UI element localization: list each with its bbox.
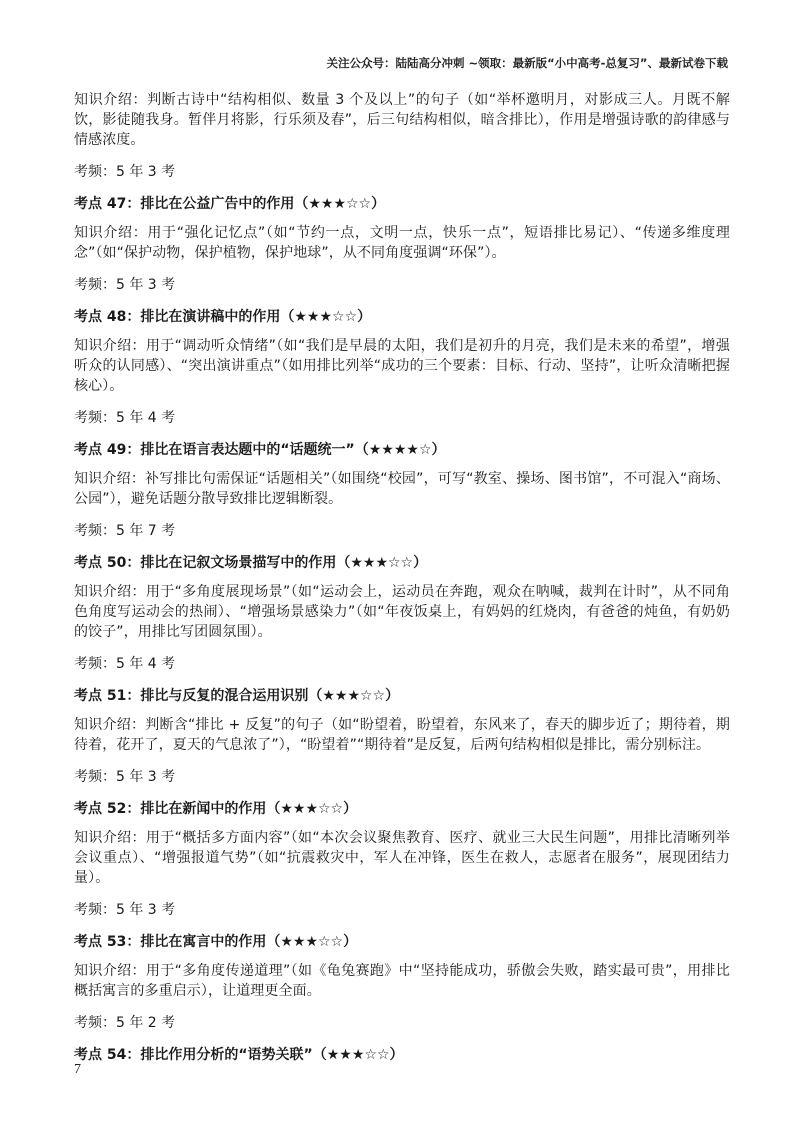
- section-frequency: 考频：5 年 4 考: [74, 410, 176, 426]
- section-50: [74, 553, 730, 674]
- section-frequency: 考频：5 年 3 考: [74, 902, 176, 918]
- section-51: [74, 686, 730, 787]
- section-47: [74, 194, 730, 295]
- section-frequency: 考频：5 年 3 考: [74, 277, 176, 293]
- section-52: [74, 799, 730, 920]
- section-title: 考点 49：排比在语言表达题中的“话题统一”（★★★★☆）: [74, 442, 446, 458]
- intro-frequency: 考频：5 年 3 考: [74, 164, 176, 180]
- section-title: 考点 54：排比作用分析的“语势关联”（★★★☆☆）: [74, 1047, 404, 1063]
- section-title: 考点 48：排比在演讲稿中的作用（★★★☆☆）: [74, 309, 372, 325]
- section-53: [74, 932, 730, 1033]
- section-frequency: 考频：5 年 2 考: [74, 1015, 176, 1031]
- section-description: 知识介绍：用于“概括多方面内容”（如“本次会议聚焦教育、医疗、就业三大民生问题”，用排比清晰列举会议重点）、“增强报道气势”（如“抗震救灾中，军人在冲锋，医生在救人，志愿者在服务”，展现团结力量）。: [74, 830, 730, 886]
- section-54: [74, 1045, 730, 1065]
- section-title: 考点 51：排比与反复的混合运用识别（★★★☆☆）: [74, 688, 400, 704]
- section-description: 知识介绍：判断含“排比 + 反复”的句子（如“盼望着，盼望着，东风来了，春天的脚步近了；期待着，期待着，花开了，夏天的气息浓了”），“盼望着”“期待着”是反复，后两句结构相似是排比，需分别标注。: [74, 717, 730, 753]
- section-description: 知识介绍：用于“强化记忆点”（如“节约一点，文明一点，快乐一点”，短语排比易记）、“传递多维度理念”（如“保护动物，保护植物，保护地球”，从不同角度强调“环保”）。: [74, 225, 730, 261]
- section-frequency: 考频：5 年 4 考: [74, 656, 176, 672]
- intro-description: 知识介绍：判断古诗中“结构相似、数量 3 个及以上”的句子（如“举杯邀明月，对影成三人。月既不解饮，影徒随我身。暂伴月将影，行乐须及春”，后三句结构相似，暗含排比），作用是增强诗歌的韵律感与情感浓度。: [74, 92, 730, 148]
- page-header: 关注公众号：陆陆高分冲刺 ~领取：最新版“小中高考-总复习”、最新试卷下载: [326, 56, 728, 70]
- section-frequency: 考频：5 年 7 考: [74, 523, 176, 539]
- section-description: 知识介绍：用于“调动听众情绪”（如“我们是早晨的太阳，我们是初升的月亮，我们是未来的希望”，增强听众的认同感）、“突出演讲重点”（如用排比列举“成功的三个要素：目标、行动、坚持”，让听众清晰把握核心）。: [74, 338, 730, 394]
- page-number: 7: [74, 1062, 81, 1077]
- section-title: 考点 47：排比在公益广告中的作用（★★★☆☆）: [74, 196, 386, 212]
- section-49: [74, 440, 730, 541]
- section-description: 知识介绍：用于“多角度展现场景”（如“运动会上，运动员在奔跑，观众在呐喊，裁判在计时”，从不同角色角度写运动会的热闹）、“增强场景感染力”（如“年夜饭桌上，有妈妈的红烧肉，有爸爸的炖鱼，有奶奶的饺子”，用排比写团圆氛围）。: [74, 584, 730, 640]
- section-frequency: 考频：5 年 3 考: [74, 769, 176, 785]
- document-body: [74, 90, 730, 1074]
- section-description: 知识介绍：用于“多角度传递道理”（如《龟兔赛跑》中“坚持能成功，骄傲会失败，踏实最可贵”，用排比概括寓言的多重启示），让道理更全面。: [74, 963, 730, 999]
- section-title: 考点 52：排比在新闻中的作用（★★★☆☆）: [74, 801, 358, 817]
- section-description: 知识介绍：补写排比句需保证“话题相关”（如围绕“校园”，可写“教室、操场、图书馆”，不可混入“商场、公园”），避免话题分散导致排比逻辑断裂。: [74, 471, 730, 507]
- section-title: 考点 50：排比在记叙文场景描写中的作用（★★★☆☆）: [74, 555, 428, 571]
- section-title: 考点 53：排比在寓言中的作用（★★★☆☆）: [74, 934, 358, 950]
- section-48: [74, 307, 730, 428]
